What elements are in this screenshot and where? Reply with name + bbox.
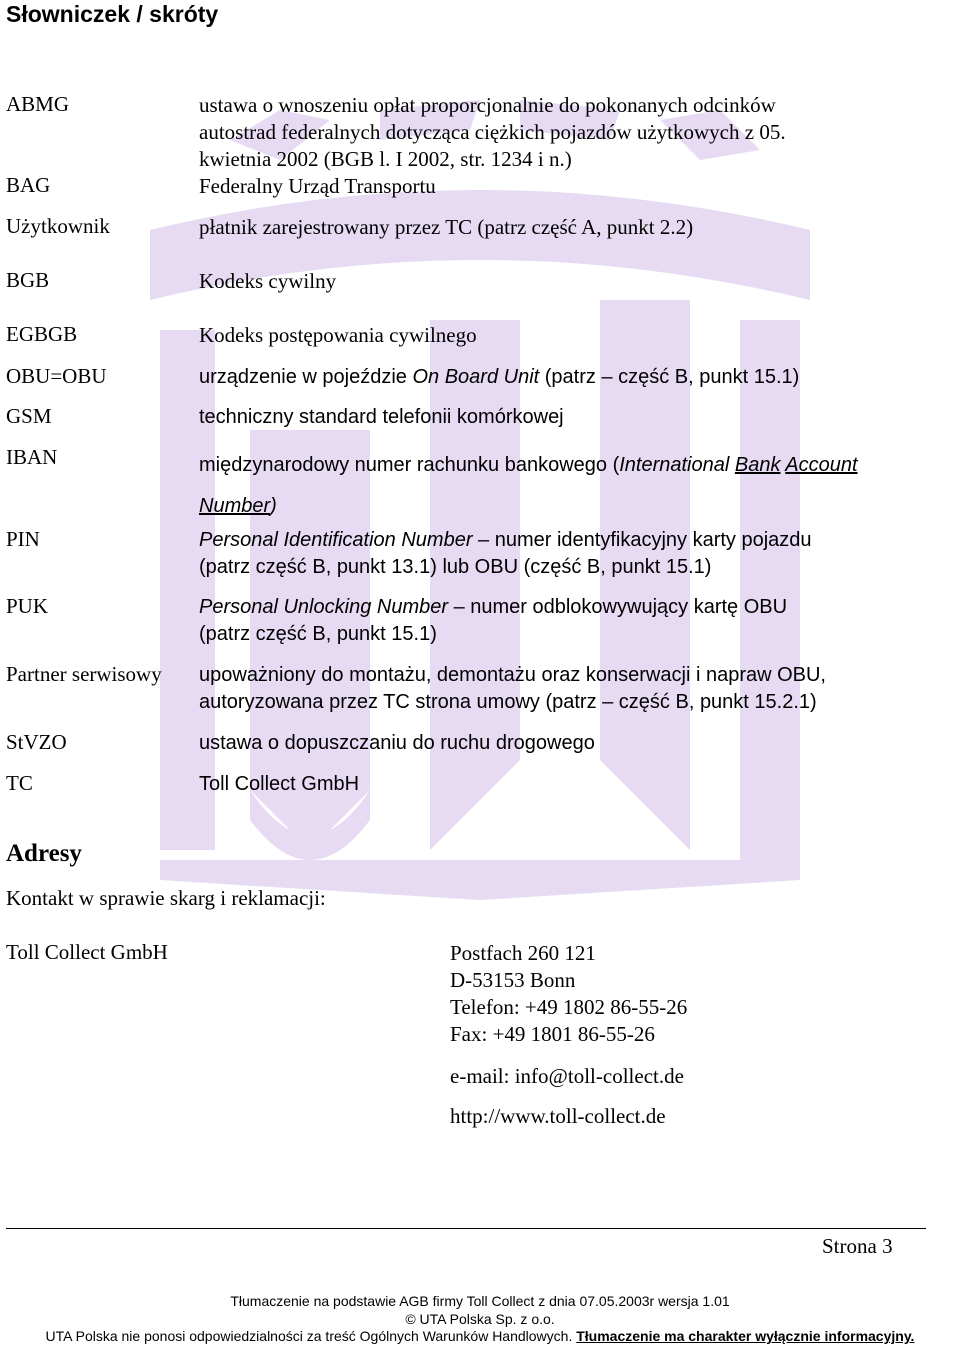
def-iban xyxy=(199,445,858,527)
page-title: Słowniczek / skróty xyxy=(6,1,219,27)
address-company: Toll Collect GmbH xyxy=(6,940,168,964)
def-partner-line: upoważniony do montażu, demontażu oraz konserwacji i napraw OBU, xyxy=(199,664,826,686)
address-line: Postfach 260 121 xyxy=(450,941,596,965)
def-pin-line2: (patrz część B, punkt 13.1) lub OBU (część B, punkt 15.1) xyxy=(199,556,712,578)
term-bgb: BGB xyxy=(6,268,50,292)
def-iban-w1: International xyxy=(619,454,735,476)
address-email[interactable]: e-mail: info@toll-collect.de xyxy=(450,1064,684,1088)
def-stvzo: ustawa o dopuszczaniu do ruchu drogowego xyxy=(199,732,595,754)
def-iban-pre: międzynarodowy numer rachunku bankowego ( xyxy=(199,454,620,476)
def-abmg xyxy=(199,92,786,173)
def-uzytkownik: płatnik zarejestrowany przez TC (patrz część A, punkt 2.2) xyxy=(199,215,694,239)
footer-line3 xyxy=(0,1328,960,1344)
term-gsm: GSM xyxy=(6,404,52,428)
def-puk xyxy=(199,594,787,648)
def-pin-ital: Personal Identification Number xyxy=(199,529,473,551)
address-website[interactable]: http://www.toll-collect.de xyxy=(450,1104,666,1128)
term-uzytkownik: Użytkownik xyxy=(6,214,110,238)
addresses-intro: Kontakt w sprawie skarg i reklamacji: xyxy=(6,886,326,910)
term-iban: IBAN xyxy=(6,445,58,469)
footer-line1: Tłumaczenie na podstawie AGB firmy Toll Collect z dnia 07.05.2003r wersja 1.01 xyxy=(230,1293,730,1309)
term-pin: PIN xyxy=(6,527,40,551)
def-iban-w4: Account xyxy=(785,454,858,476)
page-number: Strona 3 xyxy=(822,1234,893,1258)
def-partner xyxy=(199,662,826,716)
def-abmg-line: ustawa o wnoszeniu opłat proporcjonalnie do pokonanych odcinków xyxy=(199,93,776,117)
def-gsm: techniczny standard telefonii komórkowej xyxy=(199,406,564,428)
def-pin xyxy=(199,527,812,581)
def-partner-line: autoryzowana przez TC strona umowy (patrz – część B, punkt 15.2.1) xyxy=(199,691,817,713)
def-puk-line2: (patrz część B, punkt 15.1) xyxy=(199,623,437,645)
def-iban-w2: Bank xyxy=(734,454,781,476)
def-iban-w6: ) xyxy=(270,495,277,517)
def-tc: Toll Collect GmbH xyxy=(199,773,360,795)
term-bag: BAG xyxy=(6,173,51,197)
def-egbgb: Kodeks postępowania cywilnego xyxy=(199,323,477,347)
def-abmg-line: kwietnia 2002 (BGB l. I 2002, str. 1234 i n.) xyxy=(199,147,572,171)
def-obu-ital: On Board Unit xyxy=(412,366,540,388)
def-puk-ital: Personal Unlocking Number xyxy=(199,596,449,618)
def-obu-pre: urządzenie w pojeździe xyxy=(199,366,413,388)
term-obu: OBU=OBU xyxy=(6,364,107,388)
def-abmg-line: autostrad federalnych dotycząca ciężkich pojazdów użytkowych z 05. xyxy=(199,120,786,144)
footer-disclaimer: UTA Polska nie ponosi odpowiedzialności za treść Ogólnych Warunków Handlowych. xyxy=(45,1328,577,1344)
address-block xyxy=(450,940,687,1048)
term-egbgb: EGBGB xyxy=(6,322,78,346)
term-tc: TC xyxy=(6,771,33,795)
def-puk-post: – numer odblokowywujący kartę OBU xyxy=(448,596,788,618)
term-partner: Partner serwisowy xyxy=(6,662,162,686)
def-obu-post: (patrz – część B, punkt 15.1) xyxy=(539,366,800,388)
def-iban-w5: Number xyxy=(199,495,271,517)
footer-line2: © UTA Polska Sp. z o.o. xyxy=(405,1311,555,1327)
def-bag: Federalny Urząd Transportu xyxy=(199,174,436,198)
def-bgb: Kodeks cywilny xyxy=(199,269,337,293)
term-abmg: ABMG xyxy=(6,92,70,116)
addresses-heading: Adresy xyxy=(6,840,82,867)
def-obu xyxy=(199,364,799,391)
term-puk: PUK xyxy=(6,594,49,618)
address-line: D-53153 Bonn xyxy=(450,968,576,992)
address-phone: Telefon: +49 1802 86-55-26 xyxy=(450,995,688,1019)
address-fax: Fax: +49 1801 86-55-26 xyxy=(450,1022,655,1046)
def-pin-post: – numer identyfikacyjny karty pojazdu xyxy=(472,529,812,551)
footer-divider xyxy=(6,1228,926,1229)
term-stvzo: StVZO xyxy=(6,730,67,754)
footer-disclaimer-bold: Tłumaczenie ma charakter wyłącznie informacyjny. xyxy=(576,1328,915,1344)
